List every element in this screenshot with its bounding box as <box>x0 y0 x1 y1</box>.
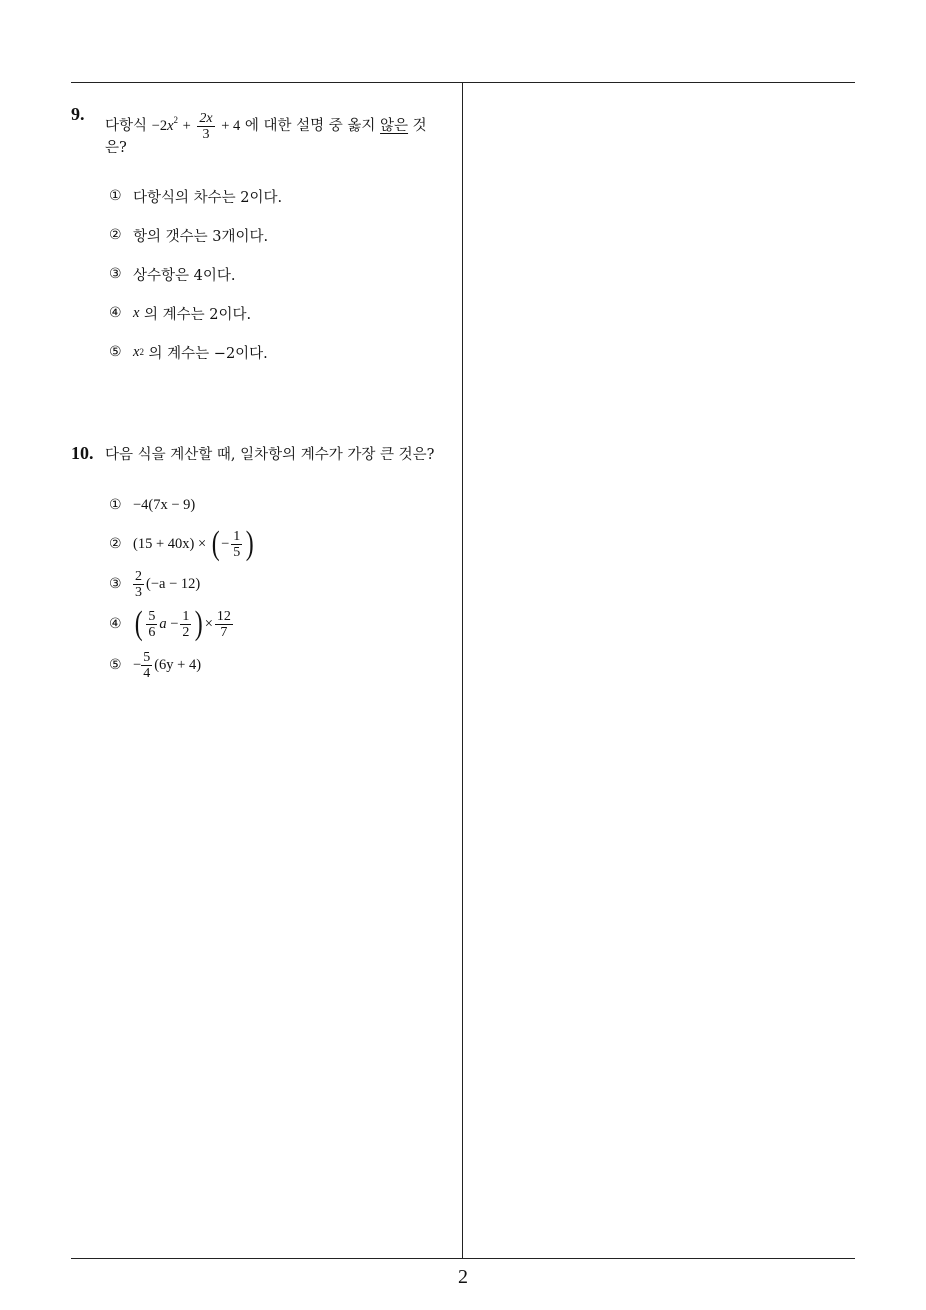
column-divider <box>462 82 463 1258</box>
question-9-line2: 은? <box>105 140 127 156</box>
question-10-number: 10. <box>71 443 94 463</box>
q9-tail2: 것 <box>412 118 427 134</box>
left-column <box>71 82 457 1258</box>
q10-choice-2[interactable]: ② (15 + 40x) × ( − $\frac{1}{5}$ ) <box>109 525 254 562</box>
q9-plus2: + 4 <box>221 118 241 134</box>
right-column <box>466 82 854 1258</box>
q9-tail: 에 대한 설명 중 옳지 <box>244 118 376 134</box>
right-paren: ) <box>195 605 204 642</box>
q9-coef: −2 <box>151 118 168 134</box>
q9-lead: 다항식 <box>105 118 148 134</box>
q9-x: x <box>167 118 174 134</box>
q10-choice-5[interactable]: ⑤ − $\frac{5}{4}$ (6y + 4) <box>109 649 202 681</box>
q9-choice-1[interactable]: ① 다항식의 차수는 2이다. <box>109 188 283 206</box>
q9-underlined: 않은 <box>380 118 409 134</box>
bottom-rule <box>71 1258 855 1259</box>
page-number: 2 <box>458 1266 468 1288</box>
q9-exp: 2 <box>173 115 179 125</box>
q9-choice-4[interactable]: ④ x 의 계수는 2이다. <box>109 304 252 323</box>
question-10-text: 다음 식을 계산할 때, 일차항의 계수가 가장 큰 것은? <box>105 447 435 463</box>
q10-choice-4[interactable]: ④ ( $\frac{5}{6}$ a − $\frac{1}{2}$ ) × $\frac{12}{7}$ <box>109 605 231 642</box>
q10-choice-3[interactable]: ③ $\frac{2}{3}$ (−a − 12) <box>109 568 201 600</box>
right-paren: ) <box>245 525 254 562</box>
q9-plus1: + <box>182 118 191 134</box>
q10-choice-1[interactable]: ① −4(7x − 9) <box>109 496 196 513</box>
question-9-number: 9. <box>71 104 85 124</box>
q9-choice-5[interactable]: ⑤ x 2 의 계수는 −2이다. <box>109 343 268 362</box>
left-paren: ( <box>134 605 143 642</box>
q9-choice-3[interactable]: ③ 상수항은 4이다. <box>109 266 236 284</box>
q9-fraction: $\frac{2x}{3}$ <box>199 110 213 142</box>
left-paren: ( <box>211 525 220 562</box>
q9-choice-2[interactable]: ② 항의 갯수는 3개이다. <box>109 227 269 245</box>
question-9-text <box>105 106 457 142</box>
